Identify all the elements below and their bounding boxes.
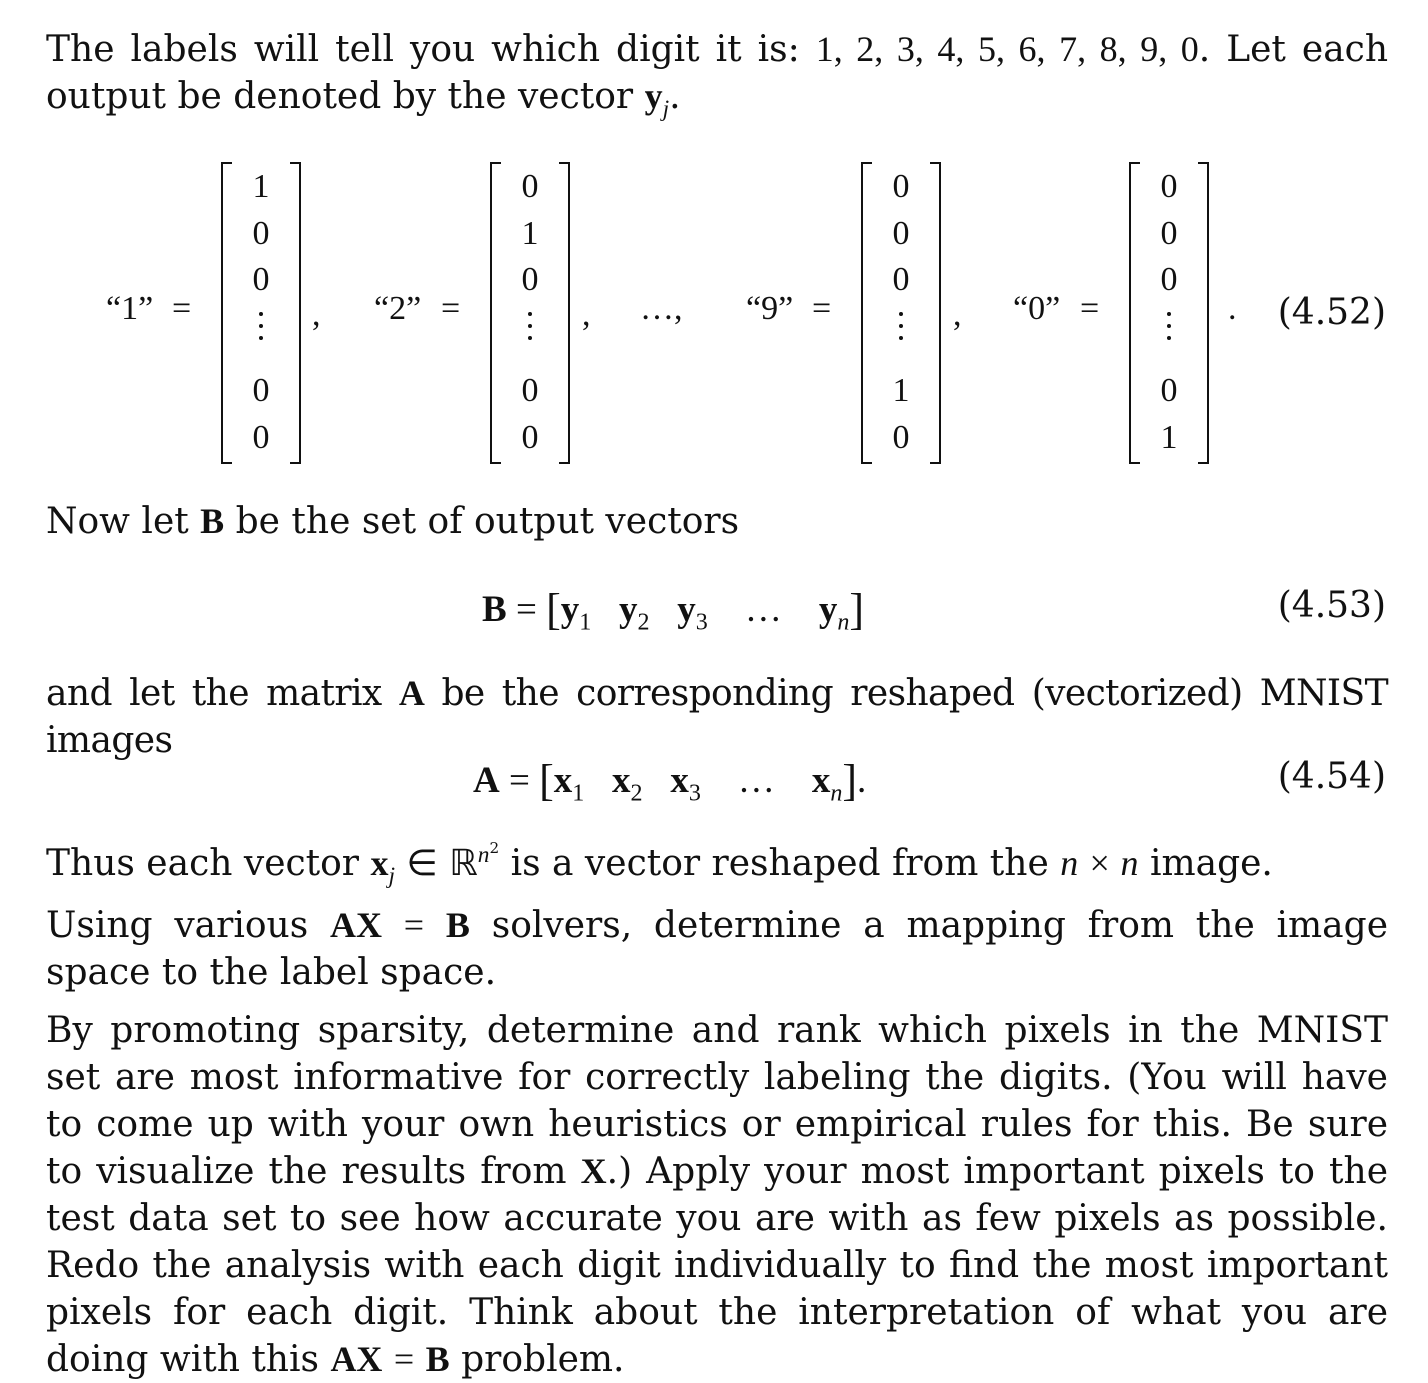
entry: 0 (892, 215, 910, 252)
intro-vector-sub: j (662, 96, 670, 123)
vertical-dots (899, 312, 903, 348)
sub: n (830, 780, 843, 807)
text: be the set of output vectors (235, 501, 740, 542)
sub: 2 (630, 780, 643, 807)
entry: 0 (252, 372, 270, 409)
intro-after: . Let each output be denoted by the vector (46, 29, 1389, 117)
period: . (1228, 290, 1237, 327)
entry: 0 (1160, 215, 1178, 252)
equation-number-4-54: (4.54) (1277, 756, 1386, 797)
entry: 0 (521, 419, 539, 456)
intro-digits: 1, 2, 3, 4, 5, 6, 7, 8, 9, 0 (815, 29, 1199, 69)
entry: 1 (1160, 419, 1178, 456)
equals-4: = (1080, 290, 1100, 327)
exp2: 2 (489, 839, 500, 858)
intro-end: . (669, 76, 681, 117)
x-symbol: x (811, 760, 831, 801)
sub: j (388, 863, 395, 890)
vertical-dots (528, 312, 532, 348)
text: .) Apply your most important pixels to the test data set to see how accurate you are with as few pixels as possible. Redo the analysis with each digit individually to find the most important pixels for each digit. Think about the interpretation of what you are doing with this (46, 1151, 1388, 1380)
equation-4-54: $A = [x_1$ $x_2$ $x_3$ … $x_n$]. (473, 756, 867, 807)
b-symbol: B (445, 905, 470, 945)
sub: 1 (579, 609, 592, 636)
period: . (857, 760, 867, 801)
symbol-b: B (200, 501, 225, 541)
sub: 3 (695, 609, 708, 636)
entry: 0 (1160, 261, 1178, 298)
entry: 0 (521, 372, 539, 409)
paragraph-a (46, 670, 1388, 764)
ax-symbol: AX (330, 1339, 383, 1379)
intro-paragraph (46, 26, 1389, 123)
entry: 0 (521, 168, 539, 205)
label-nine: “9” (746, 290, 794, 327)
equation-number-4-53: (4.53) (1277, 585, 1386, 626)
vector-one (221, 162, 301, 464)
b-symbol: B (425, 1339, 450, 1379)
ellipsis: …, (640, 290, 683, 327)
text: Using various (46, 905, 309, 946)
text: solvers, determine a mapping from the image space to the label space. (46, 905, 1388, 993)
dots: … (737, 760, 775, 801)
lhs-a: A (473, 760, 500, 801)
entry: 0 (1160, 372, 1178, 409)
ax-symbol: AX (330, 905, 382, 945)
intro-lead: The labels will tell you which digit it is: (46, 29, 800, 70)
text: be the corresponding reshaped (vectorized) MNIST images (46, 673, 1389, 761)
equals: = (403, 905, 425, 945)
comma-2: , (582, 296, 591, 333)
sub: 2 (637, 609, 650, 636)
x-symbol: x (612, 760, 631, 801)
equals-2: = (441, 290, 461, 327)
equation-4-53: $B = [y_1$ $y_2$ $y_3$ … $y_n$] (482, 585, 864, 636)
paragraph-sparsity (46, 1007, 1388, 1383)
entry: 0 (252, 261, 270, 298)
label-one: “1” (106, 290, 154, 327)
entry: 1 (892, 372, 910, 409)
vector-nine (861, 162, 941, 464)
symbol-a: A (398, 673, 425, 713)
entry: 0 (252, 215, 270, 252)
y-symbol: y (677, 589, 696, 630)
element-of: ∈ (406, 843, 438, 883)
text: Now let (46, 501, 189, 542)
text: problem. (461, 1339, 625, 1380)
vector-zero (1129, 162, 1209, 464)
text: and let the matrix (46, 673, 382, 714)
label-two: “2” (374, 290, 422, 327)
comma-1: , (312, 296, 321, 333)
vertical-dots (259, 312, 263, 348)
entry: 0 (521, 261, 539, 298)
comma-3: , (953, 296, 962, 333)
vector-two (490, 162, 570, 464)
intro-vector: y (644, 76, 663, 116)
exp: n (477, 842, 490, 868)
sub: 1 (572, 780, 585, 807)
x-symbol: x (553, 760, 573, 801)
entry: 0 (892, 261, 910, 298)
text: By promoting sparsity, determine and rank which pixels in the MNIST set are most informative for correctly labeling the digits. (You will have to come up with your own heuristics or empirical rules for this. Be sure to visualize the results from (46, 1010, 1388, 1192)
equation-number-4-52: (4.52) (1277, 292, 1386, 333)
sub: n (837, 609, 850, 636)
lhs-b: B (482, 589, 507, 630)
y-symbol: y (619, 589, 638, 630)
entry: 1 (521, 215, 539, 252)
entry: 0 (252, 419, 270, 456)
dimension: n × n (1060, 843, 1139, 883)
entry: 0 (892, 168, 910, 205)
entry: 1 (252, 168, 270, 205)
equals: = (393, 1339, 415, 1379)
sub: 3 (688, 780, 701, 807)
y-symbol: y (560, 589, 580, 630)
equals-1: = (172, 290, 192, 327)
x-symbol: x (370, 843, 389, 883)
paragraph-b (46, 498, 1388, 545)
vertical-dots (1167, 312, 1171, 348)
paragraph-using (46, 902, 1388, 996)
label-zero: “0” (1013, 290, 1061, 327)
entry: 0 (892, 419, 910, 456)
text: is a vector reshaped from the (510, 843, 1049, 884)
paragraph-thus (46, 839, 1388, 890)
text: image. (1149, 843, 1273, 884)
x-symbol: x (670, 760, 689, 801)
reals-symbol: ℝ (449, 843, 478, 883)
dots: … (744, 589, 782, 630)
equals-3: = (812, 290, 832, 327)
x-matrix-symbol: X (580, 1151, 607, 1191)
y-symbol: y (818, 589, 838, 630)
text: Thus each vector (46, 843, 360, 884)
entry: 0 (1160, 168, 1178, 205)
